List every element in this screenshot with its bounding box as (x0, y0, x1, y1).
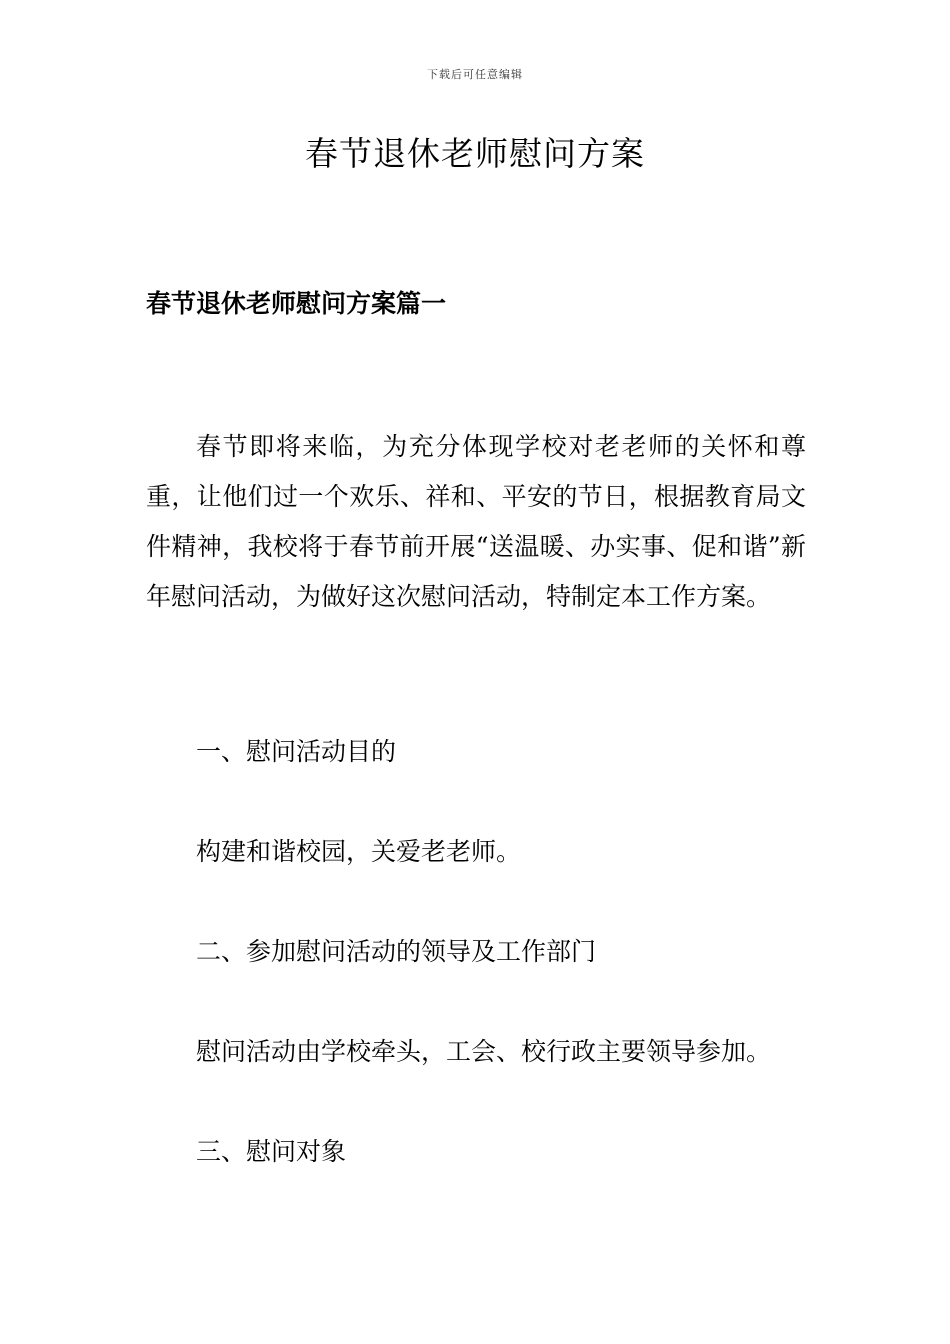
section-title: 春节退休老师慰问方案篇一 (146, 289, 447, 318)
heading-purpose: 一、慰问活动目的 (196, 737, 397, 766)
intro-paragraph: 春节即将来临，为充分体现学校对老老师的关怀和尊重，让他们过一个欢乐、祥和、平安的节日，根据教育局文件精神，我校将于春节前开展“送温暖、办实事、促和谐”新年慰问活动，为做好这次慰问活动，特制定本工作方案。 (146, 432, 806, 611)
paragraph-participants: 慰问活动由学校牵头，工会、校行政主要领导参加。 (196, 1037, 772, 1066)
document-title: 春节退休老师慰问方案 (305, 134, 645, 173)
paragraph-purpose: 构建和谐校园，关爱老老师。 (196, 837, 522, 866)
heading-participants: 二、参加慰问活动的领导及工作部门 (196, 937, 597, 966)
heading-recipients: 三、慰问对象 (196, 1137, 347, 1166)
header-note: 下载后可任意编辑 (427, 68, 523, 81)
